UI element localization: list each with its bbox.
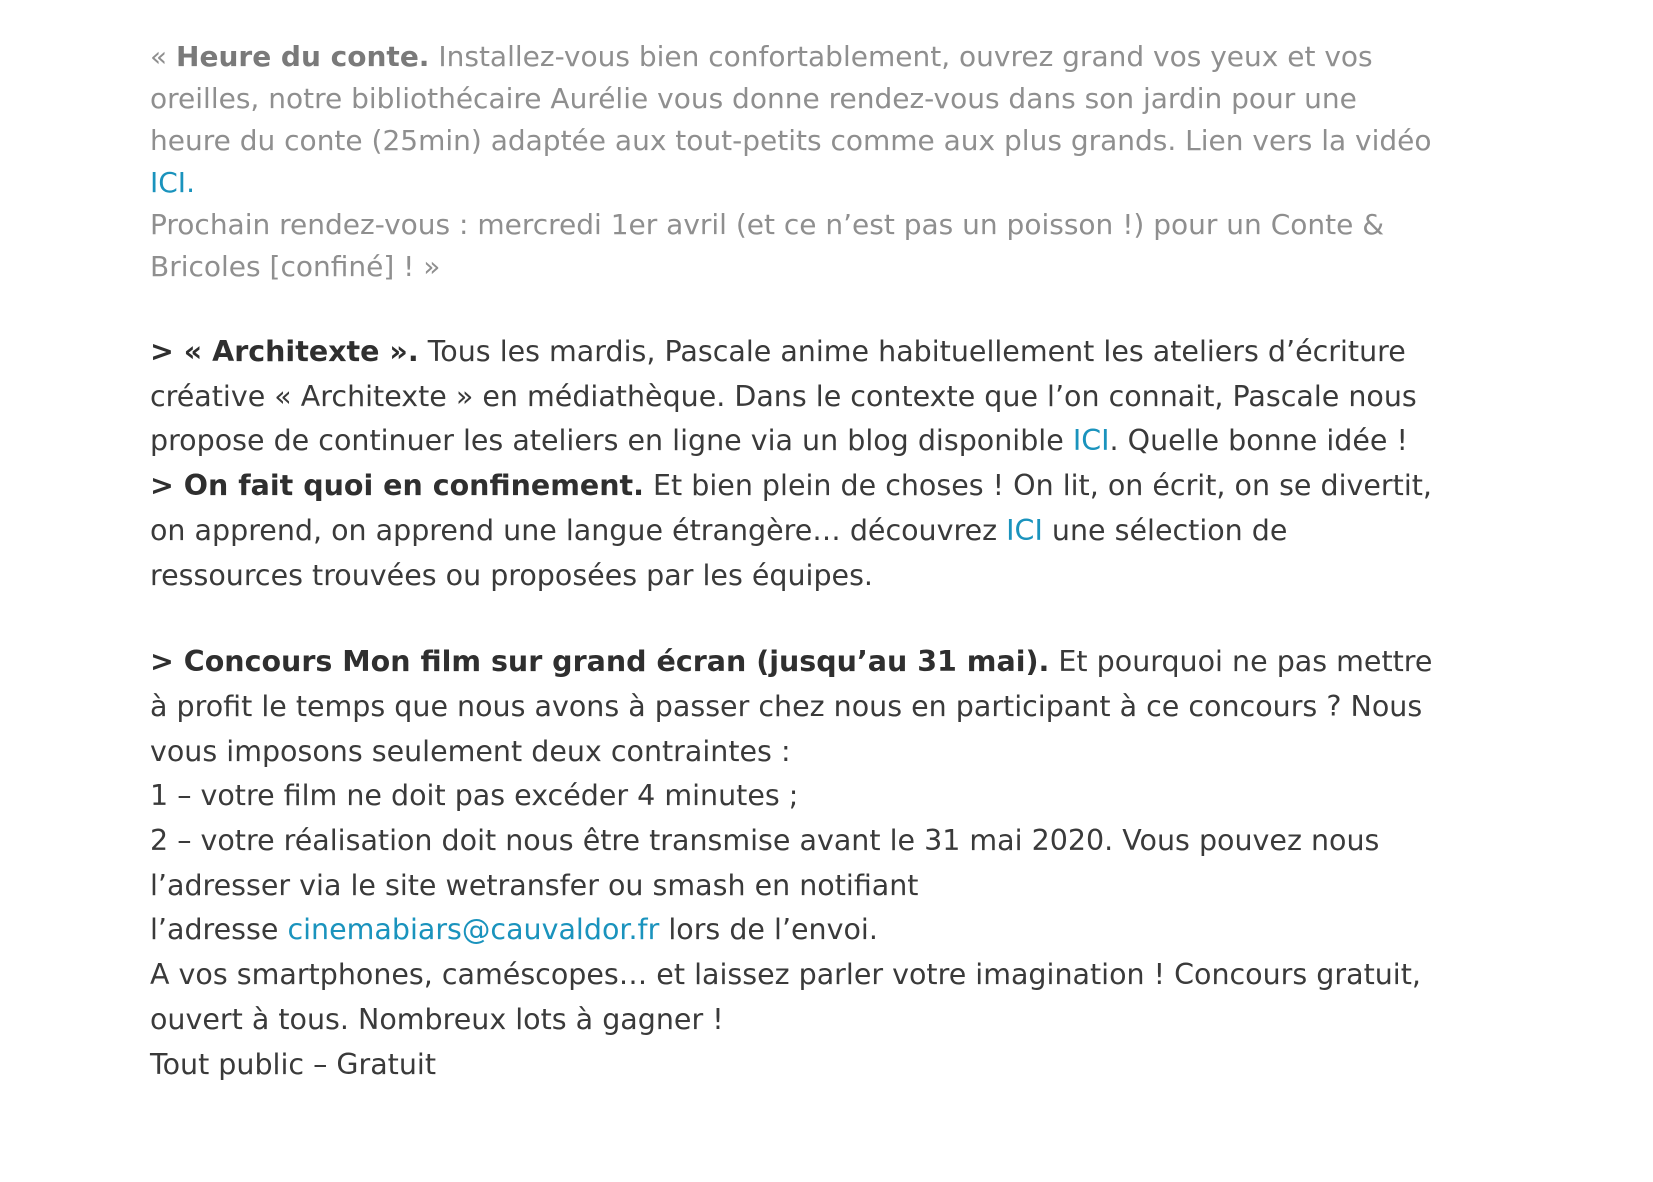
heure-du-conte-text: Installez-vous bien confortablement, ouvrez grand vos yeux et vos oreilles, notre bibliothécaire Aurélie vous donne rendez-vous dans son jardin pour une heure du conte (25min) adaptée aux tout-petits comme aux plus grands. Lien vers la vidéo [150,40,1432,157]
concours-intro: Et pourquoi ne pas mettre à profit le temps que nous avons à passer chez nous en participant à ce concours ? Nous vous imposons seulement deux contraintes : [150,645,1433,768]
concours-rule-1: 1 – votre film ne doit pas excéder 4 minutes ; [150,779,799,813]
architexte-blog-link[interactable]: ICI [1072,424,1110,458]
architexte-text: Tous les mardis, Pascale anime habituellement les ateliers d’écriture créative « Architexte » en médiathèque. Dans le contexte que l’on connait, Pascale nous propose de continuer les ateliers en ligne via un blog disponible [150,335,1417,458]
document-page [150,36,1440,1087]
next-appointment-text: Prochain rendez-vous : mercredi 1er avril (et ce n’est pas un poisson !) pour un Conte & Bricoles [confiné] ! » [150,208,1385,283]
confinement-resources-link[interactable]: ICI [1006,513,1043,547]
concours-title: > Concours Mon film sur grand écran (jusqu’au 31 mai). [150,645,1050,679]
architexte-text-end: . Quelle bonne idée ! [1109,424,1408,458]
spacer [150,288,1440,330]
open-quote: « [150,40,177,73]
heure-du-conte-paragraph [150,36,1440,204]
concours-rule-2: 2 – votre réalisation doit nous être transmise avant le 31 mai 2020. Vous pouvez nous l’adresser via le site wetransfer ou smash en notifiant [150,824,1380,902]
confinement-text-end: une sélection de ressources trouvées ou proposées par les équipes. [150,513,1288,592]
architexte-paragraph [150,330,1440,464]
heure-du-conte-title: Heure du conte. [176,40,430,73]
architexte-title: > « Architexte ». [150,335,419,368]
heure-du-conte-video-link[interactable]: ICI [150,166,187,199]
concours-audience: Tout public – Gratuit [150,1047,437,1081]
address-prefix: l’adresse [150,913,288,947]
spacer [150,598,1440,640]
address-suffix: lors de l’envoi. [659,913,878,947]
heure-du-conte-link-period: . [186,166,195,199]
confinement-paragraph [150,464,1440,598]
confinement-text: Et bien plein de choses ! On lit, on écrit, on se divertit, on apprend, on apprend une langue étrangère… découvrez [150,469,1432,547]
email-link[interactable]: cinemabiars@cauvaldor.fr [287,913,660,947]
concours-paragraph [150,640,1440,774]
concours-address-line [150,908,1440,953]
confinement-title: > On fait quoi en confinement. [150,469,644,503]
main-section [150,330,1440,1087]
concours-closing: A vos smartphones, caméscopes… et laissez parler votre imagination ! Concours gratuit, ouvert à tous. Nombreux lots à gagner ! [150,958,1421,1036]
heure-du-conte-section [150,36,1440,288]
